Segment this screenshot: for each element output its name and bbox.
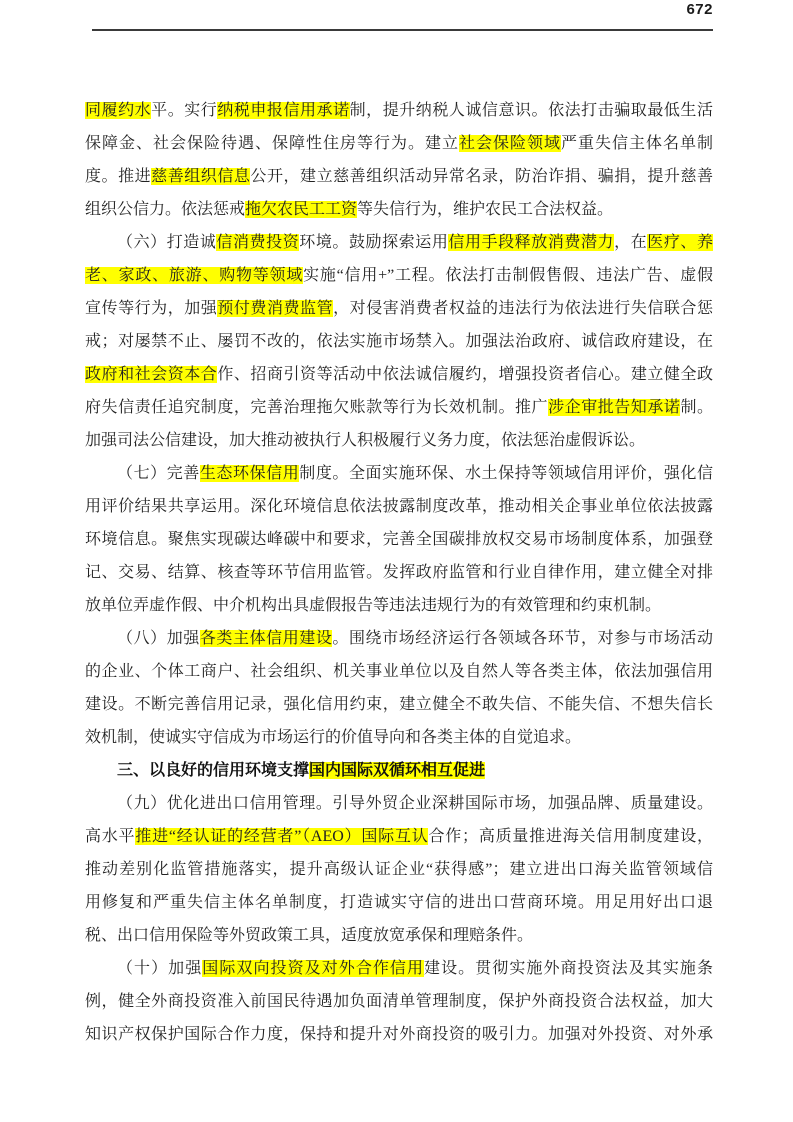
text-line <box>85 94 713 127</box>
body-text: 宣传等行为，加强 <box>85 300 218 317</box>
text-line <box>85 127 713 160</box>
body-text: 制度。全面实施环保、水土保持等领域信用评价，强化信 <box>299 465 713 482</box>
paragraph <box>85 952 713 1051</box>
paragraph <box>85 226 713 457</box>
body-text: 环境。鼓励探索运用 <box>299 234 449 251</box>
body-text: 环境信息。聚焦实现碳达峰碳中和要求，完善全国碳排放权交易市场制度体系，加强登 <box>85 531 713 548</box>
text-line <box>85 1018 713 1051</box>
page-number: 672 <box>686 1 713 18</box>
body-text: （八）加强 <box>117 630 200 647</box>
paragraph <box>85 457 713 622</box>
header-rule <box>92 29 713 31</box>
text-line <box>85 193 713 226</box>
highlighted-text: 信用手段释放消费潜力 <box>448 234 615 251</box>
document-content <box>85 94 713 1051</box>
body-text: 记、交易、结算、核查等环节信用监管。发挥政府监管和行业自律作用，建立健全对排 <box>85 564 713 581</box>
text-line <box>85 160 713 193</box>
text-line <box>85 853 713 886</box>
body-text: 作、招商引资等活动中依法诚信履约，增强投资者信心。建立健全政 <box>217 366 713 383</box>
body-text: 效机制，使诚实守信成为市场运行的价值导向和各类主体的自觉追求。 <box>85 729 582 746</box>
text-line <box>85 622 713 655</box>
text-line <box>85 358 713 391</box>
body-text: 制，提升纳税人诚信意识。依法打击骗取最低生活 <box>349 102 713 119</box>
text-line <box>85 886 713 919</box>
text-line <box>85 292 713 325</box>
body-text: 度。推进 <box>85 168 152 185</box>
body-text: 的企业、个体工商户、社会组织、机关事业单位以及自然人等各类主体，依法加强信用 <box>85 663 713 680</box>
text-line <box>85 391 713 424</box>
body-text: 建设。贯彻实施外商投资法及其实施条 <box>424 960 713 977</box>
highlighted-text: 国际双向投资及对外合作信用 <box>202 960 425 977</box>
highlighted-text: 涉企审批告知承诺 <box>548 399 681 416</box>
body-text: 制。 <box>680 399 713 416</box>
body-text: 推动差别化监管措施落实，提升高级认证企业“获得感”；建立进出口海关监管领域信 <box>85 861 713 878</box>
body-text: 三、以良好的信用环境支撑 <box>117 762 310 779</box>
text-line <box>85 424 713 457</box>
body-text: 建设。不断完善信用记录，强化信用约束，建立健全不敢失信、不能失信、不想失信长 <box>85 696 713 713</box>
highlighted-text: 社会保险领域 <box>458 135 561 152</box>
body-text: 保障金、社会保险待遇、保障性住房等行为。建立 <box>85 135 459 152</box>
body-text: 等失信行为，维护农民工合法权益。 <box>357 201 614 218</box>
highlighted-text: 拖欠农民工工资 <box>245 201 358 218</box>
body-text: 例，健全外商投资准入前国民待遇加负面清单管理制度，保护外商投资合法权益，加大 <box>85 993 713 1010</box>
body-text: 平。实行 <box>151 102 218 119</box>
text-line <box>85 457 713 490</box>
text-line <box>85 655 713 688</box>
body-text: 放单位弄虚作假、中介机构出具虚假报告等违法违规行为的有效管理和约束机制。 <box>85 597 662 614</box>
body-text: （十）加强 <box>117 960 203 977</box>
body-text: 高水平 <box>85 828 136 845</box>
body-text: 用修复和严重失信主体名单制度，打造诚实守信的进出口营商环境。用足用好出口退 <box>85 894 713 911</box>
body-text: 用评价结果共享运用。深化环境信息依法披露制度改革，推动相关企事业单位依法披露 <box>85 498 713 515</box>
text-line <box>85 820 713 853</box>
body-text: ，在 <box>614 234 648 251</box>
paragraph <box>85 787 713 952</box>
body-text: 府失信责任追究制度，完善治理拖欠账款等行为长效机制。推广 <box>85 399 549 416</box>
text-line <box>85 919 713 952</box>
body-text: 合作；高质量推进海关信用制度建设， <box>428 828 713 845</box>
text-line <box>85 754 713 787</box>
body-text: 公开，建立慈善组织活动异常名录，防治诈捐、骗捐，提升慈善 <box>250 168 713 185</box>
highlighted-text: 纳税申报信用承诺 <box>217 102 350 119</box>
highlighted-text: 同履约水 <box>85 102 152 119</box>
highlighted-text: 政府和社会资本合 <box>85 366 218 383</box>
body-text: 加强司法公信建设，加大推动被执行人积极履行义务力度，依法惩治虚假诉讼。 <box>85 432 646 449</box>
body-text: 严重失信主体名单制 <box>560 135 713 152</box>
paragraph <box>85 622 713 754</box>
text-line <box>85 952 713 985</box>
text-line <box>85 523 713 556</box>
highlighted-text: 老、家政、旅游、购物等领域 <box>85 267 304 284</box>
body-text: 戒；对屡禁不止、屡罚不改的，依法实施市场禁入。加强法治政府、诚信政府建设，在 <box>85 333 713 350</box>
highlighted-text: 医疗、养 <box>647 234 713 251</box>
text-line <box>85 490 713 523</box>
paragraph <box>85 94 713 226</box>
highlighted-text: 预付费消费监管 <box>217 300 334 317</box>
highlighted-text: 信消费投资 <box>216 234 300 251</box>
body-text: 实施“信用+”工程。依法打击制假售假、违法广告、虚假 <box>303 267 713 284</box>
highlighted-text: 各类主体信用建设 <box>199 630 333 647</box>
body-text: 税、出口信用保险等外贸政策工具，适度放宽承保和理赔条件。 <box>85 927 534 944</box>
body-text: ，对侵害消费者权益的违法行为依法进行失信联合惩 <box>333 300 713 317</box>
highlighted-text: 慈善组织信息 <box>151 168 251 185</box>
highlighted-text: 国内国际双循环相互促进 <box>309 762 486 779</box>
text-line <box>85 721 713 754</box>
text-line <box>85 787 713 820</box>
highlighted-text: 生态环保信用 <box>199 465 300 482</box>
highlighted-text: 推进“经认证的经营者”（AEO）国际互认 <box>135 828 429 845</box>
text-line <box>85 325 713 358</box>
text-line <box>85 688 713 721</box>
body-text: （六）打造诚 <box>117 234 217 251</box>
body-text: 组织公信力。依法惩戒 <box>85 201 246 218</box>
section-heading <box>85 754 713 787</box>
body-text: （七）完善 <box>117 465 200 482</box>
text-line <box>85 985 713 1018</box>
body-text: 知识产权保护国际合作力度，保持和提升对外商投资的吸引力。加强对外投资、对外承 <box>85 1026 713 1043</box>
text-line <box>85 589 713 622</box>
body-text: 。围绕市场经济运行各领域各环节，对参与市场活动 <box>332 630 713 647</box>
text-line <box>85 226 713 259</box>
body-text: （九）优化进出口信用管理。引导外贸企业深耕国际市场，加强品牌、质量建设。 <box>117 795 713 812</box>
text-line <box>85 556 713 589</box>
text-line <box>85 259 713 292</box>
